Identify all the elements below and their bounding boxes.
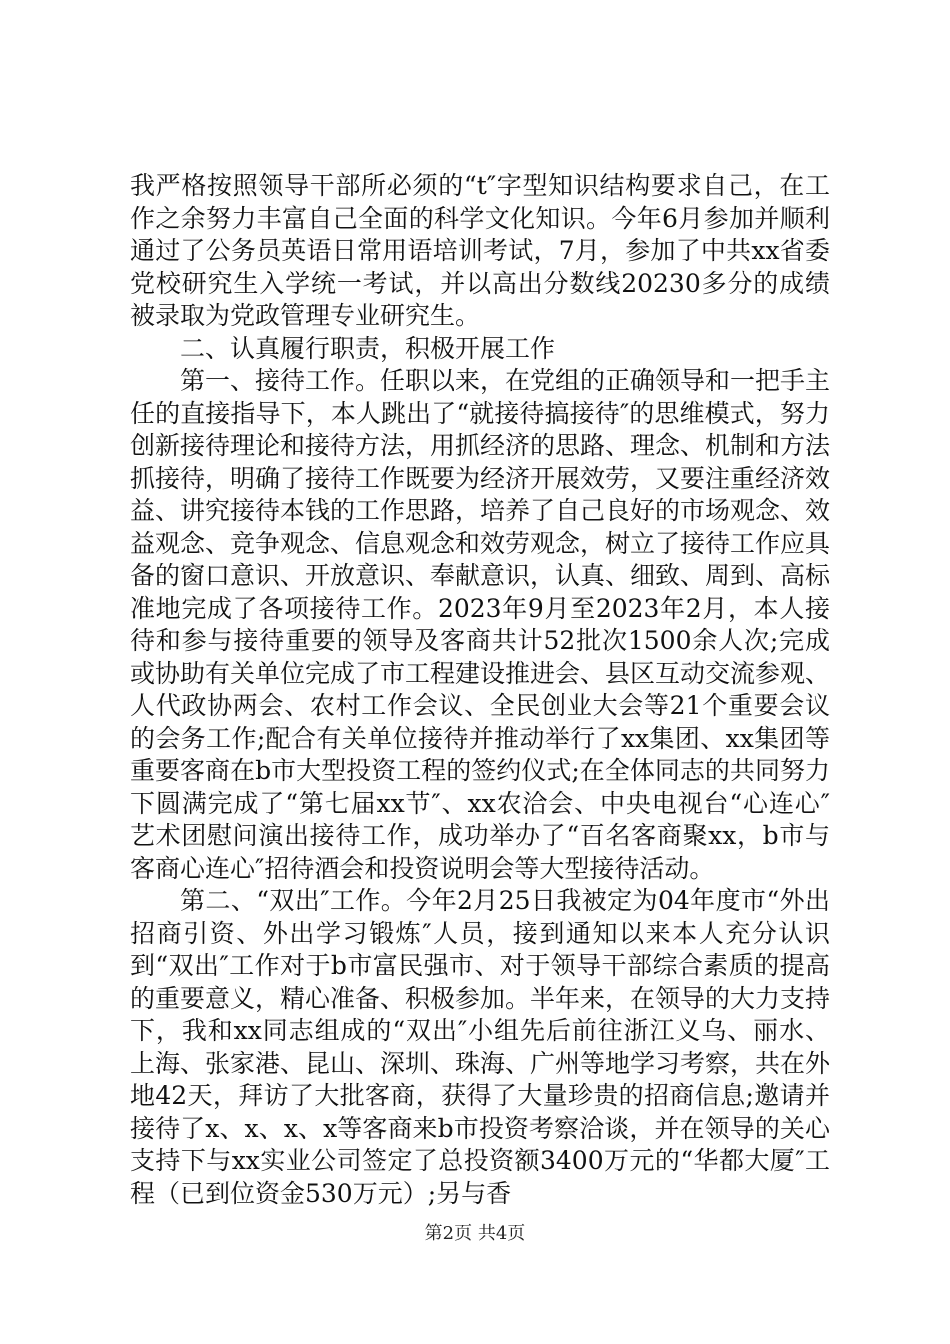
paragraph-knowledge-structure: 我严格按照领导干部所必须的“t″字型知识结构要求自己，在工作之余努力丰富自己全面的科学文化知识。今年6月参加并顺利通过了公务员英语日常用语培训考试，7月，参加了中共xx省委党校研究生入学统一考试，并以高出分数线20230多分的成绩被录取为党政管理专业研究生。 (130, 171, 830, 330)
paragraph-shuangchu-work: 第二、“双出″工作。今年2月25日我被定为04年度市“外出招商引资、外出学习锻炼″人员，接到通知以来本人充分认识到“双出″工作对于b市富民强市、对于领导干部综合素质的提高的重要意义，精心准备、积极参加。半年来，在领导的大力支持下，我和xx同志组成的“双出″小组先后前往浙江义乌、丽水、上海、张家港、昆山、深圳、珠海、广州等地学习考察，共在外地42天，拜访了大批客商，获得了大量珍贵的招商信息;邀请并接待了x、x、x、x等客商来b市投资考察洽谈，并在领导的关心支持下与xx实业公司签定了总投资额3400万元的“华都大厦″工程（已到位资金530万元）;另与香 (130, 886, 831, 1208)
page-number-footer: 第2页 共4页 (424, 1223, 526, 1244)
paragraph-reception-work: 第一、接待工作。任职以来，在党组的正确领导和一把手主任的直接指导下，本人跳出了“就接待搞接待″的思维模式，努力创新接待理论和接待方法，用抓经济的思路、理念、机制和方法抓接待，明确了接待工作既要为经济开展效劳，又要注重经济效益、讲究接待本钱的工作思路，培养了自己良好的市场观念、效益观念、竞争观念、信息观念和效劳观念，树立了接待工作应具备的窗口意识、开放意识、奉献意识，认真、细致、周到、高标准地完成了各项接待工作。2023年9月至2023年2月，本人接待和参与接待重要的领导及客商共计52批次1500余人次;完成或协助有关单位完成了市工程建设推进会、县区互动交流参观、人代政协两会、农村工作会议、全民创业大会等21个重要会议的会务工作;配合有关单位接待并推动举行了xx集团、xx集团等重要客商在b市大型投资工程的签约仪式;在全体同志的共同努力下圆满完成了“第七届xx节″、xx农洽会、中央电视台“心连心″艺术团慰问演出接待工作，成功举办了“百名客商聚xx，b市与客商心连心″招待酒会和投资说明会等大型接待活动。 (130, 366, 831, 883)
section-heading-duties: 二、认真履行职责，积极开展工作 (180, 333, 556, 363)
document-body (130, 170, 830, 1210)
